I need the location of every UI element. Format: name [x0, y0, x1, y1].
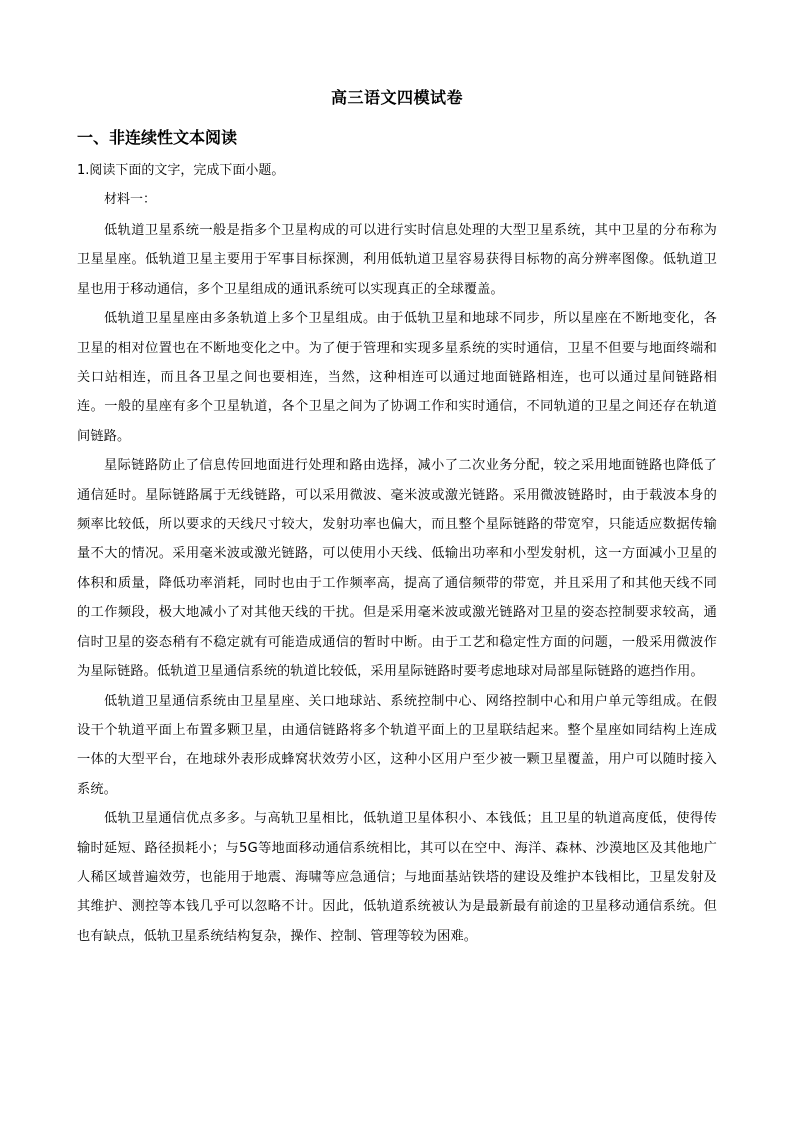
passage-paragraph: 低轨卫星通信优点多多。与高轨卫星相比，低轨道卫星体积小、本钱低；且卫星的轨道高度低，使得传输时延短、路径损耗小；与5G等地面移动通信系统相比，其可以在空中、海洋、森林、沙漠地区及其他地广人稀区域普遍效劳，也能用于地震、海啸等应急通信；与地面基站铁塔的建设及维护本钱相比，卫星发射及其维护、测控等本钱几乎可以忽略不计。因此，低轨道系统被认为是最新最有前途的卫星移动通信系统。但也有缺点，低轨卫星系统结构复杂，操作、控制、管理等较为困难。 — [77, 811, 717, 944]
material-label: 材料一： — [104, 192, 157, 207]
passage-paragraph: 低轨道卫星通信系统由卫星星座、关口地球站、系统控制中心、网络控制中心和用户单元等组成。在假设干个轨道平面上布置多颗卫星，由通信链路将多个轨道平面上的卫星联结起来。整个星座如同结构上连成一体的大型平台，在地球外表形成蜂窝状效劳小区，这种小区用户至少被一颗卫星覆盖，用户可以随时接入系统。 — [77, 693, 717, 797]
document-title: 高三语文四模试卷 — [330, 88, 463, 107]
passage-paragraph: 低轨道卫星系统一般是指多个卫星构成的可以进行实时信息处理的大型卫星系统，其中卫星的分布称为卫星星座。低轨道卫星主要用于军事目标探测，利用低轨道卫星容易获得目标物的高分辨率图像。低轨道卫星也用于移动通信，多个卫星组成的通讯系统可以实现真正的全球覆盖。 — [77, 223, 717, 297]
passage-paragraph: 低轨道卫星星座由多条轨道上多个卫星组成。由于低轨卫星和地球不同步，所以星座在不断地变化，各卫星的相对位置也在不断地变化之中。为了便于管理和实现多星系统的实时通信，卫星不但要与地面终端和关口站相连，而且各卫星之间也要相连，当然，这种相连可以通过地面链路相连，也可以通过星间链路相连。一般的星座有多个卫星轨道，各个卫星之间为了协调工作和实时通信，不同轨道的卫星之间还存在轨道间链路。 — [77, 311, 717, 444]
question-intro: 1.阅读下面的文字，完成下面小题。 — [77, 163, 285, 178]
section-heading: 一、非连续性文本阅读 — [77, 128, 238, 147]
passage-paragraph: 星际链路防止了信息传回地面进行处理和路由选择，减小了二次业务分配，较之采用地面链路也降低了通信延时。星际链路属于无线链路，可以采用微波、毫米波或激光链路。采用微波链路时，由于载波本身的频率比较低，所以要求的天线尺寸较大，发射功率也偏大，而且整个星际链路的带宽窄，只能适应数据传输量不大的情况。采用毫米波或激光链路，可以使用小天线、低输出功率和小型发射机，这一方面减小卫星的体积和质量，降低功率消耗，同时也由于工作频率高，提高了通信频带的带宽，并且采用了和其他天线不同的工作频段，极大地减小了对其他天线的干扰。但是采用毫米波或激光链路对卫星的姿态控制要求较高，通信时卫星的姿态稍有不稳定就有可能造成通信的暂时中断。由于工艺和稳定性方面的问题，一般采用微波作为星际链路。低轨道卫星通信系统的轨道比较低，采用星际链路时要考虑地球对局部星际链路的遮挡作用。 — [77, 458, 717, 680]
passage-body — [77, 216, 717, 951]
